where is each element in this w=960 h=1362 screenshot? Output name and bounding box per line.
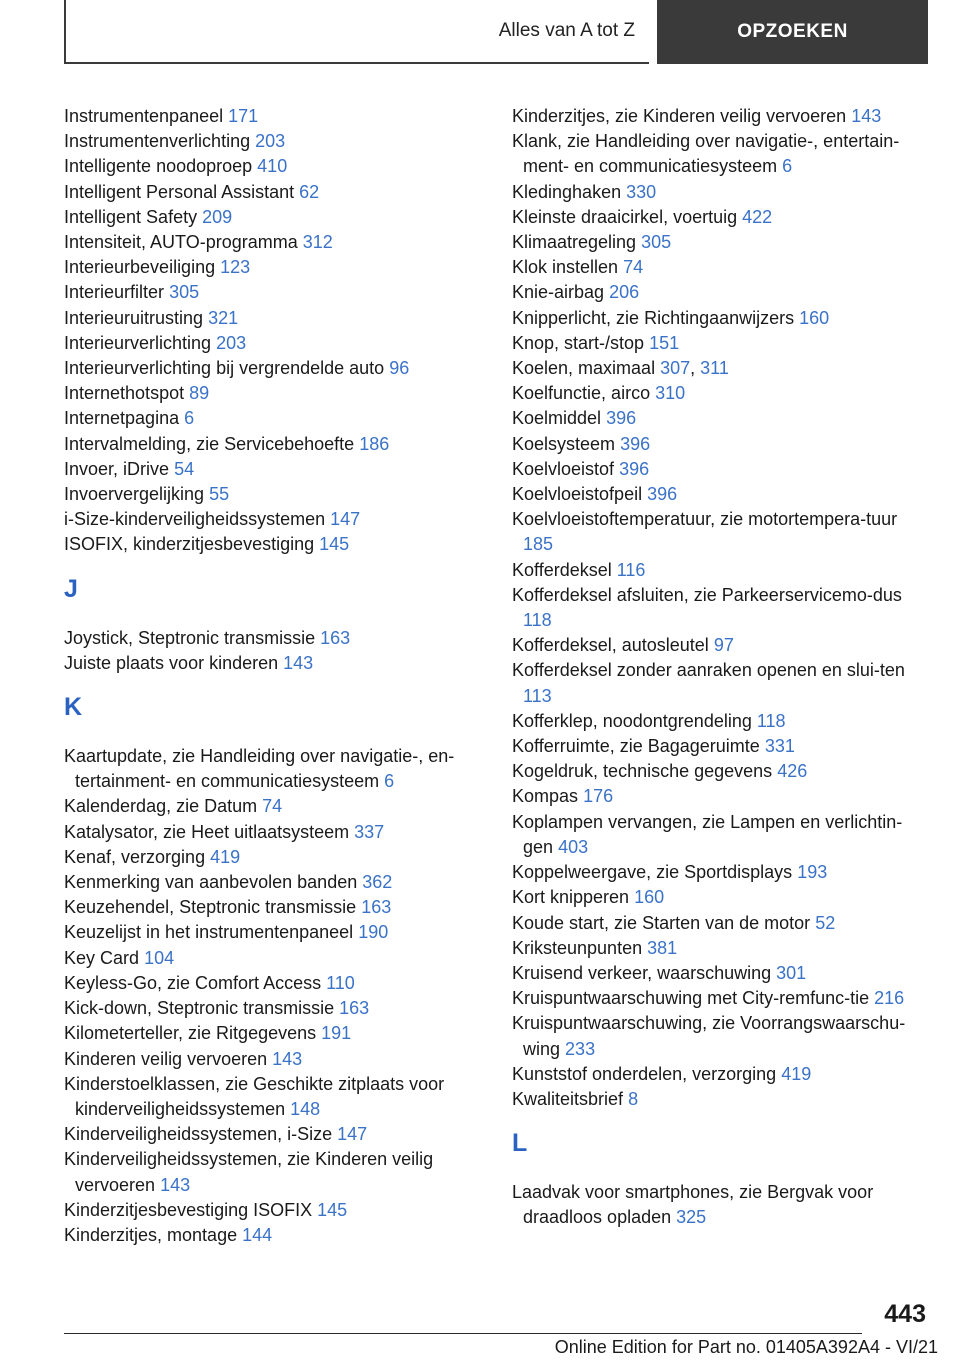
- page-link[interactable]: 403: [558, 836, 589, 857]
- index-entry: [512, 583, 932, 633]
- index-entry: [64, 920, 484, 945]
- footer-divider: [64, 1333, 862, 1334]
- index-entry: [512, 558, 932, 583]
- index-entry-text: Kruisend verkeer, waarschuwing: [512, 962, 772, 983]
- index-entry-text: Kinderveiligheidssystemen, zie Kinderen veilig vervoeren: [64, 1149, 434, 1195]
- index-entry-text: Kledinghaken: [512, 181, 622, 202]
- index-entry-text: Koelvloeistoftemperatuur, zie motortempera-tuur: [512, 509, 898, 530]
- index-entry-text: Intelligente noodoproep: [64, 156, 253, 177]
- index-entry-text: Kompas: [512, 786, 579, 807]
- page-link[interactable]: 74: [623, 257, 644, 278]
- index-entry-text: Koelmiddel: [512, 408, 602, 429]
- index-entry-text: Kaartupdate, zie Handleiding over navigatie-, en-tertainment- en communicatiesysteem: [64, 746, 455, 792]
- index-entry: [512, 457, 932, 482]
- index-entry-text: Kinderen veilig vervoeren: [64, 1048, 268, 1069]
- index-entry: [512, 331, 932, 356]
- page-number: 443: [884, 1300, 926, 1328]
- page-link[interactable]: 143: [851, 106, 882, 126]
- page-link[interactable]: 97: [713, 635, 734, 656]
- page-link[interactable]: 312: [302, 232, 333, 253]
- page-link[interactable]: 396: [606, 408, 637, 429]
- index-entry-text: Kofferdeksel afsluiten, zie Parkeerservicemo-dus: [512, 584, 902, 605]
- index-entry: [64, 306, 484, 331]
- page-link[interactable]: 147: [330, 509, 361, 530]
- page-link[interactable]: 330: [626, 181, 657, 202]
- index-entry-text: Kinderveiligheidssystemen, i-Size: [64, 1124, 333, 1145]
- page-link[interactable]: 193: [797, 862, 828, 883]
- index-entry: [512, 406, 932, 431]
- page-link[interactable]: 186: [359, 433, 390, 454]
- index-entry-text: Kort knipperen: [512, 887, 630, 908]
- page-link[interactable]: 171: [228, 106, 259, 126]
- index-entry-text: Kruispuntwaarschuwing met City-remfunc-tie: [512, 988, 870, 1009]
- index-entry-text: Koude start, zie Starten van de motor: [512, 912, 811, 933]
- index-entry: [64, 1198, 484, 1223]
- index-entry: [512, 986, 932, 1011]
- index-entry-text: Kwaliteitsbrief: [512, 1088, 624, 1109]
- index-entry-text: Interieurverlichting bij vergrendelde auto: [64, 358, 385, 379]
- index-entry: [512, 658, 932, 708]
- index-letter-heading: L: [512, 1129, 528, 1158]
- index-entry-text: Kilometerteller, zie Ritgegevens: [64, 1023, 317, 1044]
- page-link[interactable]: 52: [815, 912, 836, 933]
- index-entry-text: Klimaatregeling: [512, 232, 637, 253]
- index-entry: [64, 1021, 484, 1046]
- index-entry-text: Kogeldruk, technische gegevens: [512, 761, 773, 782]
- index-entry: [512, 280, 932, 305]
- page-link[interactable]: 410: [257, 156, 288, 177]
- page-link[interactable]: 190: [358, 922, 389, 943]
- index-entry: [64, 1072, 484, 1122]
- index-entry-text: Interieurfilter: [64, 282, 165, 303]
- index-entry: [512, 104, 932, 129]
- page-link[interactable]: 118: [523, 610, 552, 631]
- index-entry-text: Kinderzitjes, zie Kinderen veilig vervoeren: [512, 106, 847, 126]
- index-entry-text: Kalenderdag, zie Datum: [64, 796, 258, 817]
- index-entry: [64, 794, 484, 819]
- index-entry: [64, 845, 484, 870]
- index-entry-text: Kick-down, Steptronic transmissie: [64, 998, 335, 1019]
- index-entry-text: ISOFIX, kinderzitjesbevestiging: [64, 534, 315, 555]
- section-tab[interactable]: Alles van A tot Z: [64, 0, 649, 64]
- page-link[interactable]: 62: [299, 181, 320, 202]
- index-entry: [512, 205, 932, 230]
- index-entry-text: Koelen, maximaal: [512, 358, 656, 379]
- index-entry: [512, 911, 932, 936]
- index-entry-text: Kinderstoelklassen, zie Geschikte zitplaats voor kinderveiligheidssystemen: [64, 1073, 445, 1119]
- page-link[interactable]: 203: [255, 131, 286, 152]
- page-link[interactable]: 422: [742, 206, 773, 227]
- index-column-left: [64, 104, 484, 1248]
- index-entry: [512, 759, 932, 784]
- page-link[interactable]: 147: [337, 1124, 368, 1145]
- page-link[interactable]: 185: [523, 534, 554, 555]
- index-entry: [512, 180, 932, 205]
- index-entry-text: Kinderzitjesbevestiging ISOFIX: [64, 1199, 313, 1220]
- index-entry-text: Klok instellen: [512, 257, 619, 278]
- edition-footer: Online Edition for Part no. 01405A392A4 - VI/21: [554, 1337, 938, 1357]
- page-link[interactable]: 113: [523, 685, 552, 706]
- index-entry: [64, 1147, 484, 1197]
- index-entry-text: Keyless-Go, zie Comfort Access: [64, 972, 322, 993]
- index-entry-text: Kofferdeksel, autosleutel: [512, 635, 709, 656]
- page-link[interactable]: 163: [320, 627, 351, 648]
- index-entry: [64, 230, 484, 255]
- index-column-right: [512, 104, 932, 1231]
- index-entry-text: Kofferruimte, zie Bagageruimte: [512, 736, 760, 757]
- index-entry: [512, 1087, 932, 1112]
- index-entry-text: Kleinste draaicirkel, voertuig: [512, 206, 738, 227]
- index-entry: [512, 1011, 932, 1061]
- page-link[interactable]: 233: [565, 1038, 596, 1059]
- index-entry-text: Intensiteit, AUTO-programma: [64, 232, 298, 253]
- page-link[interactable]: 381: [647, 937, 678, 958]
- page-link[interactable]: 55: [209, 484, 230, 505]
- index-entry: [512, 709, 932, 734]
- page-header: [64, 0, 928, 64]
- page-link[interactable]: 143: [283, 652, 314, 673]
- page-link[interactable]: 362: [362, 872, 393, 893]
- index-entry-text: Koelsysteem: [512, 433, 616, 454]
- index-entry: [64, 129, 484, 154]
- page-link[interactable]: 396: [619, 458, 650, 479]
- page-link[interactable]: 305: [641, 232, 672, 253]
- index-entry-text: Internetpagina: [64, 408, 180, 429]
- index-entry-text: Keuzehendel, Steptronic transmissie: [64, 897, 357, 918]
- index-entry-text: Kofferdeksel zonder aanraken openen en slui-ten: [512, 660, 905, 681]
- index-entry: [64, 356, 484, 381]
- page-link[interactable]: 310: [655, 383, 686, 404]
- index-letter-heading: K: [64, 693, 83, 722]
- page-link[interactable]: 163: [339, 998, 370, 1019]
- index-entry: [512, 381, 932, 406]
- index-entry-text: Interieurbeveiliging: [64, 257, 216, 278]
- page-link[interactable]: 110: [326, 972, 355, 993]
- index-entry-text: Kunststof onderdelen, verzorging: [512, 1063, 777, 1084]
- page-link[interactable]: 8: [628, 1088, 639, 1109]
- page-link[interactable]: 54: [174, 458, 195, 479]
- index-entry: [64, 432, 484, 457]
- page-link[interactable]: 396: [620, 433, 651, 454]
- index-entry: [64, 180, 484, 205]
- index-entry-text: Intelligent Personal Assistant: [64, 181, 295, 202]
- index-entry-text: Kriksteunpunten: [512, 937, 643, 958]
- index-entry-text: Interieuruitrusting: [64, 307, 204, 328]
- index-entry-text: Koelfunctie, airco: [512, 383, 651, 404]
- index-entry-text: Interieurverlichting: [64, 332, 212, 353]
- page-link[interactable]: 216: [874, 988, 905, 1009]
- index-entry: [64, 406, 484, 431]
- page-link[interactable]: 191: [321, 1023, 352, 1044]
- index-entry-text: Kofferklep, noodontgrendeling: [512, 710, 752, 731]
- index-entry-text: Instrumentenpaneel: [64, 106, 224, 126]
- page-link[interactable]: 143: [160, 1174, 191, 1195]
- index-entry-text: Knie-airbag: [512, 282, 605, 303]
- index-entry-text: Intelligent Safety: [64, 206, 198, 227]
- index-entry: [64, 971, 484, 996]
- page-link[interactable]: 203: [216, 332, 247, 353]
- page-link[interactable]: 331: [764, 736, 795, 757]
- index-entry-text: Juiste plaats voor kinderen: [64, 652, 279, 673]
- index-entry: [64, 457, 484, 482]
- index-entry: [64, 482, 484, 507]
- index-entry-text: Koppelweergave, zie Sportdisplays: [512, 862, 793, 883]
- page-link[interactable]: 96: [389, 358, 410, 379]
- page-link[interactable]: 116: [616, 559, 646, 580]
- page-link[interactable]: 145: [319, 534, 350, 555]
- index-entry: [512, 885, 932, 910]
- index-entry: [64, 996, 484, 1021]
- index-entry: Koelen, maximaal 307, 311: [512, 358, 729, 379]
- index-letter-heading: J: [64, 574, 78, 603]
- page-link[interactable]: 305: [169, 282, 200, 303]
- index-entry: [512, 432, 932, 457]
- page-link[interactable]: 307: [660, 358, 691, 379]
- page-link[interactable]: 160: [799, 307, 830, 328]
- index-entry-text: Intervalmelding, zie Servicebehoefte: [64, 433, 355, 454]
- page-link[interactable]: 160: [634, 887, 665, 908]
- index-entry-text: Koelvloeistofpeil: [512, 484, 643, 505]
- index-entry-text: Kenmerking van aanbevolen banden: [64, 872, 358, 893]
- page-link[interactable]: 104: [144, 947, 175, 968]
- index-entry-text: Keuzelijst in het instrumentenpaneel: [64, 922, 354, 943]
- index-entry-text: Internethotspot: [64, 383, 185, 404]
- page-link[interactable]: 419: [781, 1063, 812, 1084]
- page-link[interactable]: 143: [272, 1048, 303, 1069]
- page-link[interactable]: 145: [317, 1199, 348, 1220]
- page-link[interactable]: 163: [361, 897, 392, 918]
- page-link[interactable]: 6: [782, 156, 793, 177]
- index-entry-text: Klank, zie Handleiding over navigatie-, entertain-ment- en communicatiesysteem: [512, 131, 900, 177]
- page-link[interactable]: 144: [242, 1224, 273, 1245]
- index-entry: [64, 532, 484, 557]
- page-link[interactable]: 321: [208, 307, 239, 328]
- index-entry-text: Key Card: [64, 947, 140, 968]
- index-entry-text: Knipperlicht, zie Richtingaanwijzers: [512, 307, 795, 328]
- index-entry: [64, 946, 484, 971]
- index-entry: [64, 331, 484, 356]
- page-link[interactable]: 148: [290, 1098, 321, 1119]
- index-entry: [512, 255, 932, 280]
- index-entry: [64, 820, 484, 845]
- index-entry-text: Knop, start-/stop: [512, 332, 645, 353]
- index-entry-text: Katalysator, zie Heet uitlaatsysteem: [64, 821, 350, 842]
- index-entry: [64, 744, 484, 794]
- index-entry-text: Instrumentenverlichting: [64, 131, 251, 152]
- index-entry: [64, 651, 484, 676]
- index-entry: [512, 230, 932, 255]
- page-link[interactable]: 89: [189, 383, 210, 404]
- page-link[interactable]: 206: [609, 282, 640, 303]
- index-entry: [64, 507, 484, 532]
- index-entry: [64, 895, 484, 920]
- index-entry-text: Kenaf, verzorging: [64, 846, 206, 867]
- index-entry: [64, 205, 484, 230]
- index-entry: [512, 810, 932, 860]
- index-entry-text: Invoer, iDrive: [64, 458, 170, 479]
- index-entry: [512, 507, 932, 557]
- index-entry: [64, 1223, 484, 1248]
- index-entry: [64, 870, 484, 895]
- index-entry: [512, 633, 932, 658]
- page-link[interactable]: 118: [756, 710, 786, 731]
- index-entry-text: Laadvak voor smartphones, zie Bergvak voor draadloos opladen: [512, 1182, 874, 1228]
- page-link[interactable]: 426: [777, 761, 808, 782]
- index-entry: [512, 734, 932, 759]
- index-entry: [512, 961, 932, 986]
- page-link[interactable]: 209: [202, 206, 233, 227]
- index-entry: [512, 306, 932, 331]
- index-entry-text: Koelvloeistof: [512, 458, 615, 479]
- page-link[interactable]: 6: [384, 771, 395, 792]
- index-entry: [64, 104, 484, 129]
- index-entry: [512, 936, 932, 961]
- index-entry-text: Kruispuntwaarschuwing, zie Voorrangswaarschu-wing: [512, 1013, 906, 1059]
- index-entry: [64, 1122, 484, 1147]
- page-link[interactable]: 396: [647, 484, 678, 505]
- index-entry-text: Koplampen vervangen, zie Lampen en verlichtin-gen: [512, 811, 903, 857]
- search-tab[interactable]: OPZOEKEN: [657, 0, 928, 64]
- page-link[interactable]: 311: [700, 358, 729, 379]
- index-entry: [64, 255, 484, 280]
- index-entry: [512, 129, 932, 179]
- page-link[interactable]: 74: [262, 796, 283, 817]
- index-entry: [64, 154, 484, 179]
- page-link[interactable]: 123: [220, 257, 251, 278]
- page-link[interactable]: 176: [583, 786, 614, 807]
- index-entry: [512, 860, 932, 885]
- page-link[interactable]: 419: [210, 846, 241, 867]
- index-entry: [512, 1062, 932, 1087]
- index-entry: [512, 482, 932, 507]
- page-link[interactable]: 325: [676, 1207, 707, 1228]
- index-entry: [64, 626, 484, 651]
- page-link[interactable]: 151: [649, 332, 680, 353]
- index-entry-text: Invoervergelijking: [64, 484, 205, 505]
- index-entry: [64, 1047, 484, 1072]
- index-entry-text: Joystick, Steptronic transmissie: [64, 627, 316, 648]
- page-link[interactable]: 337: [354, 821, 385, 842]
- index-entry: [512, 784, 932, 809]
- index-entry: [64, 280, 484, 305]
- index-entry-text: i-Size-kinderveiligheidssystemen: [64, 509, 326, 530]
- index-entry: [512, 1180, 932, 1230]
- index-entry: [64, 381, 484, 406]
- page-link[interactable]: 6: [184, 408, 195, 429]
- page-link[interactable]: 301: [776, 962, 807, 983]
- index-entry-text: Kinderzitjes, montage: [64, 1224, 238, 1245]
- index-entry-text: Kofferdeksel: [512, 559, 612, 580]
